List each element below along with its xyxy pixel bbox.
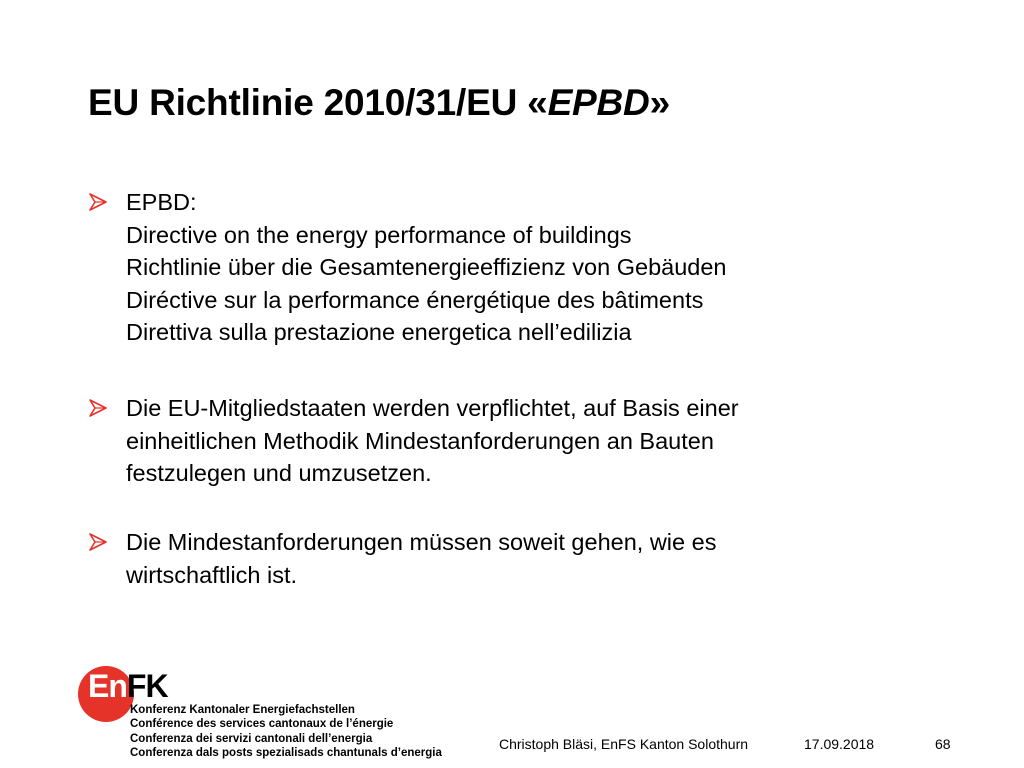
logo-organization-names bbox=[130, 703, 442, 761]
bullet-line: Directive on the energy performance of buildings bbox=[126, 221, 632, 248]
footer-date: 17.09.2018 bbox=[804, 736, 875, 752]
bullet-line: festzulegen und umzusetzen. bbox=[126, 460, 432, 486]
bullet-text bbox=[126, 392, 908, 490]
logo-mark-en: En bbox=[88, 668, 127, 704]
logo-line: Conferenza dals posts spezialisads chantunals d’energia bbox=[130, 747, 442, 760]
bullet-member-states bbox=[88, 392, 908, 490]
arrow-bullet-icon bbox=[88, 399, 108, 417]
title-main: EU Richtlinie 2010/31/EU « bbox=[88, 82, 548, 123]
title-end: » bbox=[649, 82, 670, 123]
logo-line: Konferenz Kantonaler Energiefachstellen bbox=[130, 704, 355, 716]
bullet-line: wirtschaftlich ist. bbox=[126, 561, 298, 588]
bullet-line: Diréctive sur la performance énergétique des bâtiments bbox=[126, 286, 704, 313]
bullet-epbd-definition bbox=[88, 186, 908, 349]
slide-title bbox=[88, 82, 670, 124]
logo-line: Conférence des services cantonaux de l’énergie bbox=[130, 718, 394, 731]
arrow-bullet-icon bbox=[88, 193, 108, 211]
logo-mark-fk: FK bbox=[126, 668, 168, 704]
footer-author: Christoph Bläsi, EnFS Kanton Solothurn bbox=[499, 736, 749, 752]
bullet-text bbox=[126, 186, 908, 349]
logo-mark bbox=[88, 668, 168, 705]
bullet-line: Direttiva sulla prestazione energetica nell’edilizia bbox=[126, 319, 632, 345]
bullet-line: Die EU-Mitgliedstaaten werden verpflichtet, auf Basis einer bbox=[126, 395, 739, 421]
arrow-bullet-icon bbox=[88, 533, 108, 551]
logo-line: Conferenza dei servizi cantonali dell’energia bbox=[130, 732, 373, 745]
title-acronym: EPBD bbox=[547, 82, 650, 123]
bullet-line: EPBD: bbox=[126, 189, 197, 215]
footer-page-number: 68 bbox=[935, 736, 951, 752]
bullet-text bbox=[126, 526, 908, 591]
bullet-line: Richtlinie über die Gesamtenergieeffizienz von Gebäuden bbox=[126, 254, 727, 280]
bullet-line: einheitlichen Methodik Mindestanforderungen an Bauten bbox=[126, 427, 714, 454]
enfk-logo bbox=[78, 662, 442, 762]
bullet-minimum-requirements bbox=[88, 526, 908, 591]
bullet-line: Die Mindestanforderungen müssen soweit gehen, wie es bbox=[126, 529, 717, 555]
